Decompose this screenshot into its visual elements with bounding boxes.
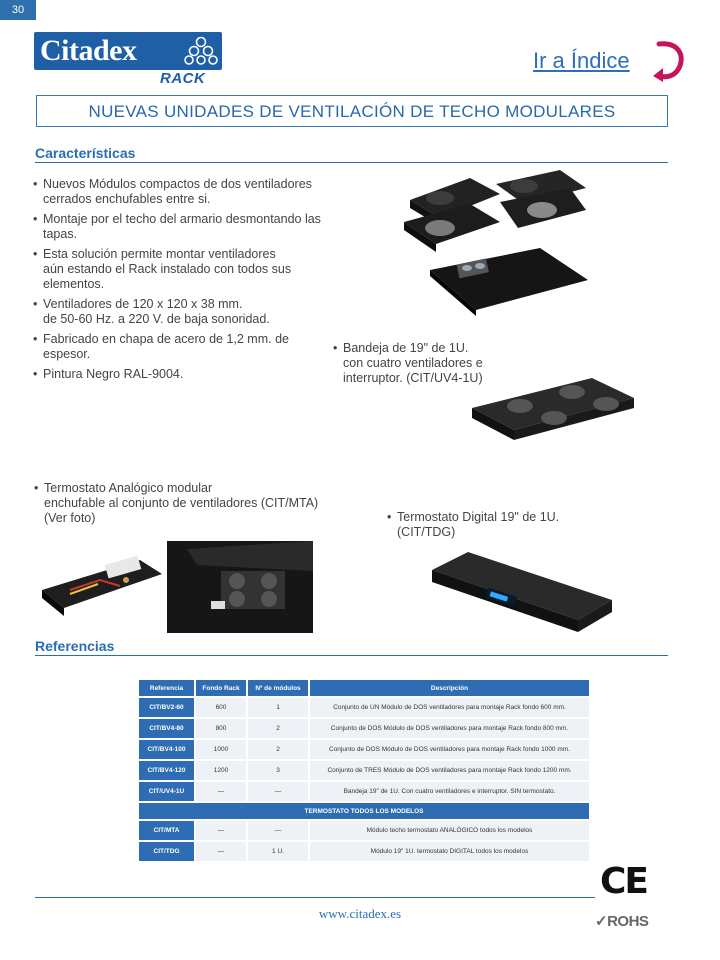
- rohs-check-icon: ✓: [595, 913, 608, 930]
- caption-line: con cuatro ventiladores e: [343, 356, 483, 370]
- footer-url[interactable]: www.citadex.es: [318, 906, 402, 921]
- reference-cell: CIT/MTA: [139, 821, 194, 840]
- rohs-mark: [595, 912, 648, 930]
- title-box: [36, 95, 668, 127]
- table-row: [139, 782, 589, 801]
- feature-line: • Montaje por el techo del armario desmontando las: [43, 212, 321, 226]
- rohs-label: ROHS: [607, 913, 649, 930]
- brand-subbrand: RACK: [160, 70, 206, 87]
- reference-cell: CIT/TDG: [139, 842, 194, 861]
- table-cell: 1200: [196, 761, 246, 780]
- analog-thermostat-photo: [40, 550, 165, 620]
- table-cell: 3: [248, 761, 308, 780]
- column-header: Referencia: [139, 680, 194, 696]
- feature-line: de 50-60 Hz. a 220 V. de baja sonoridad.: [43, 312, 270, 326]
- feature-item: [33, 367, 353, 382]
- column-header: Nº de módulos: [248, 680, 308, 696]
- caption-line: (CIT/TDG): [397, 525, 456, 539]
- reference-cell: CIT/BV4-80: [139, 719, 194, 738]
- caption-line: • Termostato Analógico modular: [44, 481, 213, 495]
- thermo-digital-caption: [387, 510, 559, 540]
- table-row: [139, 719, 589, 738]
- caption-line: • Termostato Digital 19" de 1U.: [397, 510, 560, 524]
- column-header: Fondo Rack: [196, 680, 246, 696]
- reference-cell: CIT/BV4-100: [139, 740, 194, 759]
- caption-line: • Bandeja de 19" de 1U.: [343, 341, 469, 355]
- table-row: [139, 761, 589, 780]
- feature-line: elementos.: [43, 277, 105, 291]
- feature-line: • Esta solución permite montar ventiladores: [43, 247, 276, 261]
- table-cell: 600: [196, 698, 246, 717]
- reference-cell: CIT/BV4-120: [139, 761, 194, 780]
- features-list: [33, 177, 353, 387]
- table-cell: Conjunto de DOS Módulo de DOS ventiladores para montaje Rack fondo 800 mm.: [310, 719, 589, 738]
- table-header-row: [139, 680, 589, 696]
- index-link[interactable]: Ir a Índice: [533, 48, 630, 73]
- table-row: [139, 698, 589, 717]
- citadex-logo: [34, 32, 222, 70]
- table-subheader-row: [139, 803, 589, 819]
- installed-fans-photo: [167, 541, 313, 633]
- table-cell: Bandeja 19" de 1U. Con cuatro ventiladores e interruptor. SIN termostato.: [310, 782, 589, 801]
- table-subheader: TERMOSTATO TODOS LOS MODELOS: [139, 803, 589, 819]
- table-cell: Módulo 19" 1U. termostato DIGITAL todos los modelos: [310, 842, 589, 861]
- reference-cell: CIT/BV2-60: [139, 698, 194, 717]
- features-heading: Características: [35, 145, 136, 161]
- feature-line: • Ventiladores de 120 x 120 x 38 mm.: [43, 297, 243, 311]
- fan-modules-photo: [400, 170, 590, 320]
- references-rule: [35, 655, 668, 656]
- caption-line: interruptor. (CIT/UV4-1U): [343, 371, 483, 385]
- features-rule: [35, 162, 668, 163]
- feature-item: [33, 247, 353, 292]
- digital-thermostat-photo: [428, 540, 613, 635]
- feature-line: • Pintura Negro RAL-9004.: [43, 367, 184, 381]
- table-cell: —: [248, 821, 308, 840]
- table-cell: —: [196, 842, 246, 861]
- caption-line: enchufable al conjunto de ventiladores (CIT/MTA): [44, 496, 319, 510]
- table-cell: 2: [248, 740, 308, 759]
- feature-item: [33, 332, 353, 362]
- feature-item: [33, 297, 353, 327]
- table-cell: 800: [196, 719, 246, 738]
- reference-cell: CIT/UV4-1U: [139, 782, 194, 801]
- references-table: [137, 678, 591, 863]
- table-row: [139, 842, 589, 861]
- table-cell: 1: [248, 698, 308, 717]
- brand-name: Citadex: [40, 34, 137, 67]
- page-number: 30: [0, 0, 36, 20]
- caption-line: (Ver foto): [44, 511, 96, 525]
- footer-rule: [35, 897, 595, 898]
- table-cell: —: [196, 821, 246, 840]
- feature-line: cerrados enchufables entre si.: [43, 192, 211, 206]
- return-arrow-icon[interactable]: [645, 38, 687, 84]
- references-heading: Referencias: [35, 638, 115, 654]
- table-cell: 1 U.: [248, 842, 308, 861]
- feature-line: • Fabricado en chapa de acero de 1,2 mm. de: [43, 332, 289, 346]
- table-cell: Conjunto de DOS Módulo de DOS ventiladores para montaje Rack fondo 1000 mm.: [310, 740, 589, 759]
- logo-circles-icon: [184, 36, 218, 66]
- feature-line: espesor.: [43, 347, 91, 361]
- references-body: [139, 698, 589, 861]
- table-cell: Conjunto de TRES Módulo de DOS ventiladores para montaje Rack fondo 1200 mm.: [310, 761, 589, 780]
- table-cell: Módulo techo termostato ANALÓGICO todos los modelos: [310, 821, 589, 840]
- page-title: NUEVAS UNIDADES DE VENTILACIÓN DE TECHO MODULARES: [88, 102, 616, 121]
- tray-caption: [333, 341, 483, 386]
- ce-mark: CE: [600, 861, 648, 902]
- fan-tray-photo: [462, 378, 637, 443]
- feature-line: • Nuevos Módulos compactos de dos ventiladores: [43, 177, 312, 191]
- feature-item: [33, 177, 353, 207]
- table-cell: —: [248, 782, 308, 801]
- thermo-analog-caption: [34, 481, 318, 526]
- column-header: Descripción: [310, 680, 589, 696]
- table-row: [139, 740, 589, 759]
- table-cell: 2: [248, 719, 308, 738]
- table-cell: 1000: [196, 740, 246, 759]
- feature-line: tapas.: [43, 227, 78, 241]
- feature-line: aún estando el Rack instalado con todos sus: [43, 262, 292, 276]
- table-row: [139, 821, 589, 840]
- table-cell: Conjunto de UN Módulo de DOS ventiladores para montaje Rack fondo 600 mm.: [310, 698, 589, 717]
- table-cell: —: [196, 782, 246, 801]
- feature-item: [33, 212, 353, 242]
